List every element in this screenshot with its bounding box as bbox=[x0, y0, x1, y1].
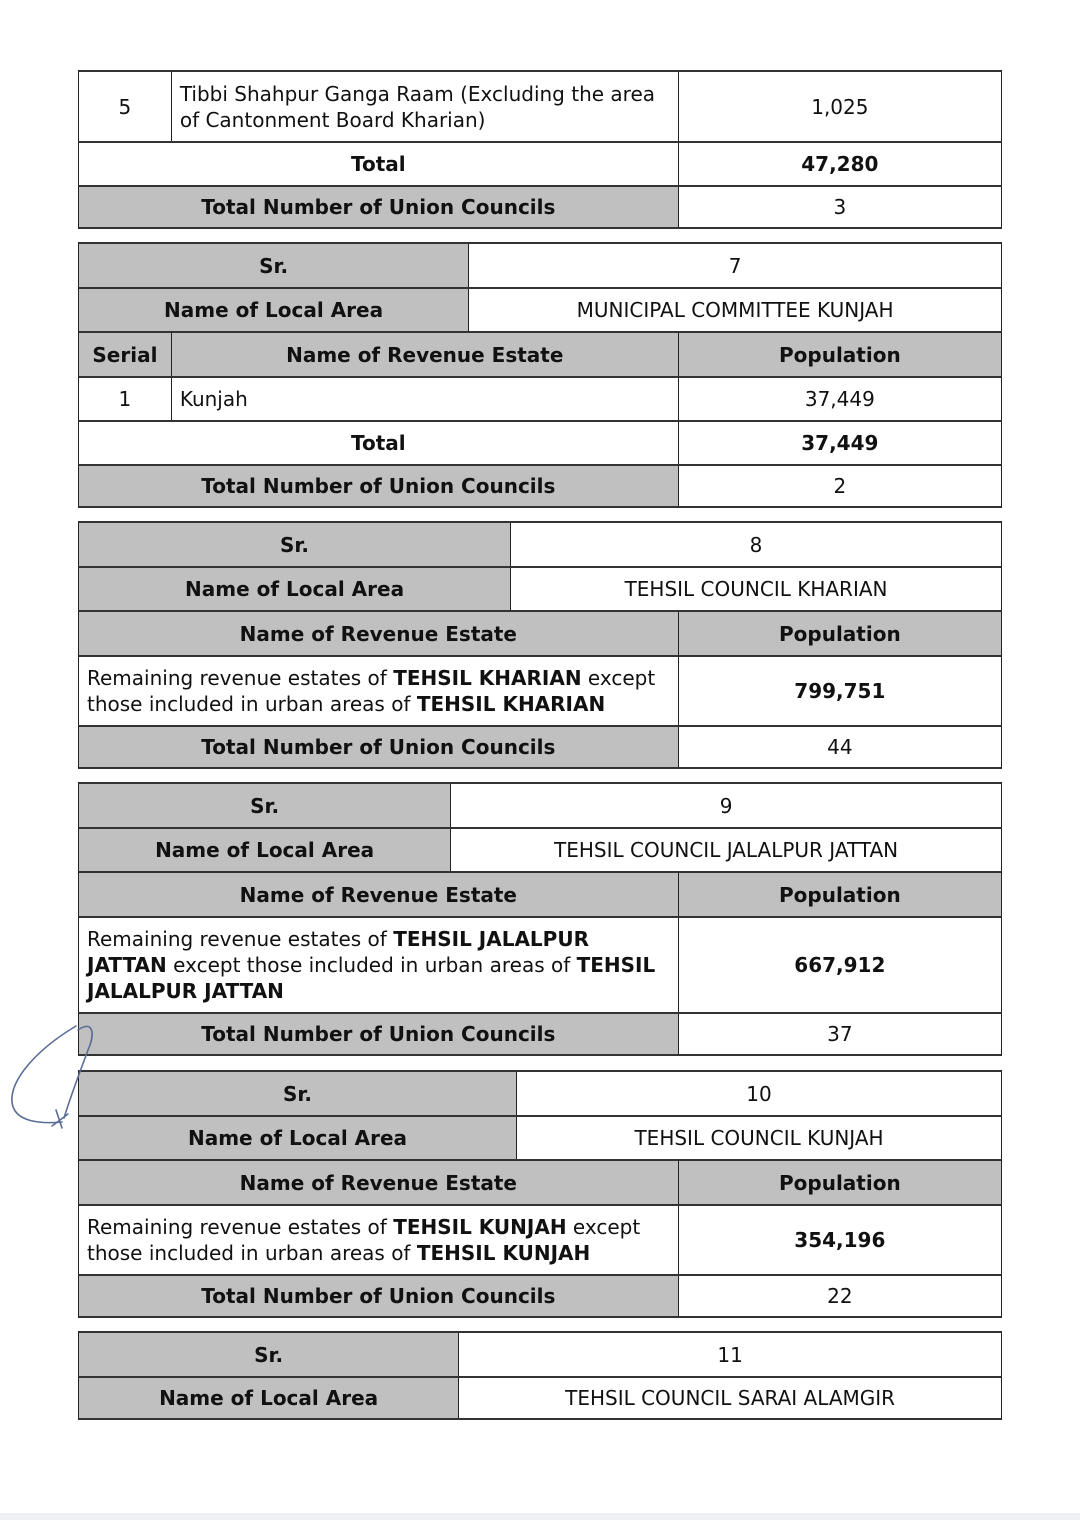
total-value: 37,449 bbox=[678, 422, 1001, 464]
table-tc-kharian bbox=[78, 521, 1002, 769]
total-label: Total bbox=[351, 152, 406, 176]
estate-text: Remaining revenue estates of bbox=[87, 927, 394, 951]
header-row bbox=[78, 871, 1002, 916]
estate-header: Name of Revenue Estate bbox=[79, 612, 678, 655]
sr-row bbox=[78, 521, 1002, 566]
table-tc-kunjah bbox=[78, 1070, 1002, 1318]
estate-name-cell: Tibbi Shahpur Ganga Raam (Excluding the area of Cantonment Board Kharian) bbox=[171, 72, 678, 141]
local-area-label: Name of Local Area bbox=[79, 568, 510, 610]
sr-value: 11 bbox=[458, 1333, 1001, 1376]
union-councils-row bbox=[78, 1274, 1002, 1318]
sr-label: Sr. bbox=[79, 1333, 458, 1376]
estate-text: Remaining revenue estates of bbox=[87, 1215, 394, 1239]
union-councils-row bbox=[78, 725, 1002, 769]
union-councils-label: Total Number of Union Councils bbox=[79, 727, 678, 767]
estate-description-cell bbox=[79, 1206, 678, 1274]
sr-row bbox=[78, 782, 1002, 827]
local-area-row bbox=[78, 827, 1002, 871]
union-councils-value: 3 bbox=[678, 187, 1001, 227]
union-councils-label: Total Number of Union Councils bbox=[79, 187, 678, 227]
estate-description-cell bbox=[79, 657, 678, 725]
table-previous-area-tail bbox=[78, 70, 1002, 229]
table-tc-jalalpur-jattan bbox=[78, 782, 1002, 1056]
estate-text: Remaining revenue estates of bbox=[87, 666, 394, 690]
local-area-row bbox=[78, 1376, 1002, 1420]
sr-row bbox=[78, 1331, 1002, 1376]
estate-tehsil-name: TEHSIL JALALPUR JATTAN bbox=[87, 927, 589, 977]
serial-cell: 5 bbox=[118, 94, 132, 119]
serial-cell: 1 bbox=[118, 387, 132, 411]
population-header: Population bbox=[678, 1161, 1001, 1204]
estate-header: Name of Revenue Estate bbox=[79, 873, 678, 916]
sr-value: 8 bbox=[510, 523, 1001, 566]
local-area-label: Name of Local Area bbox=[79, 1378, 458, 1418]
table-tc-sarai-alamgir bbox=[78, 1331, 1002, 1420]
serial-header: Serial bbox=[79, 333, 171, 376]
local-area-value: TEHSIL COUNCIL JALALPUR JATTAN bbox=[450, 829, 1001, 871]
header-row bbox=[78, 610, 1002, 655]
population-header: Population bbox=[678, 333, 1001, 376]
estate-text: except those included in urban areas of bbox=[166, 953, 577, 977]
sr-value: 9 bbox=[450, 784, 1001, 827]
estate-tehsil-name: TEHSIL KUNJAH bbox=[393, 1215, 567, 1239]
local-area-value: MUNICIPAL COMMITTEE KUNJAH bbox=[468, 289, 1001, 331]
estate-name-cell: Kunjah bbox=[171, 378, 678, 420]
population-header: Population bbox=[678, 612, 1001, 655]
population-cell: 799,751 bbox=[678, 657, 1001, 725]
estate-text: except those included in urban areas of bbox=[87, 666, 656, 716]
union-councils-row bbox=[78, 185, 1002, 229]
estate-description-cell bbox=[79, 918, 678, 1012]
header-row bbox=[78, 331, 1002, 376]
union-councils-label: Total Number of Union Councils bbox=[79, 1014, 678, 1054]
union-councils-label: Total Number of Union Councils bbox=[79, 466, 678, 506]
union-councils-value: 44 bbox=[678, 727, 1001, 767]
sr-value: 7 bbox=[468, 244, 1001, 287]
estate-tehsil-name: TEHSIL JALALPUR JATTAN bbox=[87, 953, 656, 1003]
union-councils-value: 22 bbox=[678, 1276, 1001, 1316]
estate-text: except those included in urban areas of bbox=[87, 1215, 641, 1265]
population-cell: 667,912 bbox=[678, 918, 1001, 1012]
table-row bbox=[78, 655, 1002, 725]
local-area-row bbox=[78, 1115, 1002, 1159]
sr-label: Sr. bbox=[79, 784, 450, 827]
estate-tehsil-name: TEHSIL KHARIAN bbox=[393, 666, 582, 690]
table-mc-kunjah bbox=[78, 242, 1002, 508]
sr-label: Sr. bbox=[79, 523, 510, 566]
local-area-row bbox=[78, 287, 1002, 331]
sr-row bbox=[78, 1070, 1002, 1115]
union-councils-value: 2 bbox=[678, 466, 1001, 506]
header-row bbox=[78, 1159, 1002, 1204]
population-cell: 354,196 bbox=[678, 1206, 1001, 1274]
population-cell: 1,025 bbox=[678, 72, 1001, 141]
population-header: Population bbox=[678, 873, 1001, 916]
estate-tehsil-name: TEHSIL KUNJAH bbox=[416, 1241, 591, 1265]
sr-value: 10 bbox=[516, 1072, 1001, 1115]
table-row bbox=[78, 1204, 1002, 1274]
estate-tehsil-name: TEHSIL KHARIAN bbox=[416, 692, 606, 716]
local-area-label: Name of Local Area bbox=[79, 289, 468, 331]
total-row bbox=[78, 141, 1002, 185]
local-area-row bbox=[78, 566, 1002, 610]
estate-header: Name of Revenue Estate bbox=[171, 333, 678, 376]
local-area-value: TEHSIL COUNCIL KUNJAH bbox=[516, 1117, 1001, 1159]
union-councils-value: 37 bbox=[678, 1014, 1001, 1054]
local-area-label: Name of Local Area bbox=[79, 1117, 516, 1159]
table-row bbox=[78, 376, 1002, 420]
sr-label: Sr. bbox=[79, 244, 468, 287]
sr-row bbox=[78, 242, 1002, 287]
page-bottom-edge bbox=[0, 1513, 1080, 1520]
population-cell: 37,449 bbox=[678, 378, 1001, 420]
union-councils-label: Total Number of Union Councils bbox=[79, 1276, 678, 1316]
union-councils-row bbox=[78, 1012, 1002, 1056]
estate-header: Name of Revenue Estate bbox=[79, 1161, 678, 1204]
total-label: Total bbox=[351, 431, 406, 455]
total-row bbox=[78, 420, 1002, 464]
sr-label: Sr. bbox=[79, 1072, 516, 1115]
table-row bbox=[78, 70, 1002, 141]
union-councils-row bbox=[78, 464, 1002, 508]
table-row bbox=[78, 916, 1002, 1012]
local-area-value: TEHSIL COUNCIL SARAI ALAMGIR bbox=[458, 1378, 1001, 1418]
total-value: 47,280 bbox=[678, 143, 1001, 185]
local-area-value: TEHSIL COUNCIL KHARIAN bbox=[510, 568, 1001, 610]
local-area-label: Name of Local Area bbox=[79, 829, 450, 871]
